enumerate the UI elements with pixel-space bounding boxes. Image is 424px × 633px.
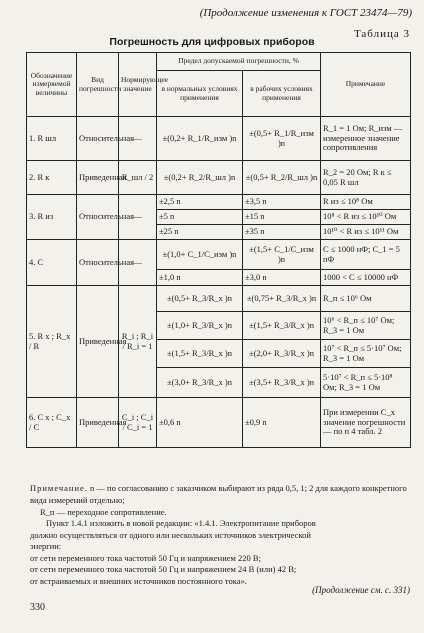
designation-cell: 2. R к <box>27 161 77 195</box>
note-lead: Примечание. <box>30 483 88 493</box>
table-label: Таблица 3 <box>353 28 410 40</box>
working-cell: ±(1,5+ R_3/R_x )n <box>243 312 321 340</box>
error-table <box>26 52 411 448</box>
normal-cell: ±(1,5+ R_3/R_x )n <box>157 340 243 368</box>
working-cell: ±(3,5+ R_3/R_x )n <box>243 368 321 398</box>
designation-cell: 5. R x ; R_x / R <box>27 286 77 398</box>
note-cell: 10⁶ < R_п ≤ 10⁷ Ом; R_3 = 1 Ом <box>321 312 411 340</box>
designation-cell: 4. C <box>27 240 77 286</box>
col-working: в рабочих условиях применения <box>243 71 321 117</box>
col-limit-group: Предел допускаемой погрешности, % <box>157 53 321 71</box>
normal-cell: ±25 n <box>157 225 243 240</box>
normal-cell: ±(1,0+ R_3/R_x )n <box>157 312 243 340</box>
note-text-2: R_п — переходное сопротивление. <box>40 507 167 517</box>
para-line: должно осуществляться от одного или нескольких источников электрической <box>30 529 311 540</box>
normal-cell: ±(0,5+ R_3/R_x )n <box>157 286 243 312</box>
col-note: Примечание <box>321 53 411 117</box>
continuation-header: (Продолжение изменения к ГОСТ 23474—79) <box>199 7 412 19</box>
table-title: Погрешность для цифровых приборов <box>109 36 315 48</box>
normal-cell: ±0,6 n <box>157 398 243 448</box>
designation-cell: 1. R шл <box>27 117 77 161</box>
type-cell: Относительная <box>77 240 119 286</box>
working-cell: ±3,0 n <box>243 270 321 286</box>
note-cell: При измерении C_x значение погрешности — по п 4 табл. 2 <box>321 398 411 448</box>
para-line: Пункт 1.4.1 изложить в новой редакции: «1.4.1. Электропитание приборов <box>46 518 316 528</box>
norm-cell: — <box>119 117 157 161</box>
para-line: от сети переменного тока частотой 50 Гц и напряжением 220 В; <box>30 552 261 563</box>
working-cell: ±15 n <box>243 210 321 225</box>
note-cell: 10⁷ < R_п ≤ 5·10⁷ Ом; R_3 = 1 Ом <box>321 340 411 368</box>
normal-cell: ±5 n <box>157 210 243 225</box>
norm-cell: R_i ; R_i / R_i = 1 <box>119 286 157 398</box>
designation-cell: 6. C x ; C_x / C <box>27 398 77 448</box>
amendment-paragraph <box>30 518 415 587</box>
continued-note: (Продолжение см. с. 331) <box>312 585 410 595</box>
para-line: от встраиваемых и внешних источников постоянного тока». <box>30 575 247 586</box>
type-cell: Относительная <box>77 195 119 240</box>
table-row <box>27 398 411 448</box>
note-cell: C ≤ 1000 нФ; C_1 = 5 пФ <box>321 240 411 270</box>
para-line: от сети переменного тока частотой 50 Гц и напряжением 24 В (или) 42 В; <box>30 564 297 574</box>
normal-cell: ±(0,2+ R_2/R_шл )n <box>157 161 243 195</box>
working-cell: ±(0,5+ R_2/R_шл )n <box>243 161 321 195</box>
note-cell: 1000 < C ≤ 10000 нФ <box>321 270 411 286</box>
col-error-type: Вид погрешности <box>77 53 119 117</box>
working-cell: ±35 n <box>243 225 321 240</box>
norm-cell: R_шл / 2 <box>119 161 157 195</box>
working-cell: ±(1,5+ C_1/C_изм )n <box>243 240 321 270</box>
note-cell: R_1 = 1 Ом; R_изм — измеренное значение сопротивления <box>321 117 411 161</box>
note-text-1: n — по согласованию с заказчиком выбирают из ряда 0,5, 1; 2 для каждого конкретного вида измерений отдельно; <box>30 483 407 505</box>
designation-cell: 3. R из <box>27 195 77 240</box>
table-row <box>27 286 411 312</box>
table-row <box>27 240 411 270</box>
col-designation: Обозначение измеряемой величины <box>27 53 77 117</box>
working-cell: ±(0,5+ R_1/R_изм )n <box>243 117 321 161</box>
normal-cell: ±(1,0+ C_1/C_изм )n <box>157 240 243 270</box>
norm-cell: — <box>119 240 157 286</box>
norm-cell: C_i ; C_i / C_i = 1 <box>119 398 157 448</box>
normal-cell: ±2,5 n <box>157 195 243 210</box>
working-cell: ±0,9 n <box>243 398 321 448</box>
type-cell: Относительная <box>77 117 119 161</box>
norm-cell: — <box>119 195 157 240</box>
table-row <box>27 117 411 161</box>
normal-cell: ±1,0 n <box>157 270 243 286</box>
type-cell: Приведенная <box>77 161 119 195</box>
normal-cell: ±(0,2+ R_1/R_изм )n <box>157 117 243 161</box>
type-cell: Приведенная <box>77 398 119 448</box>
table-row <box>27 161 411 195</box>
note-cell: R_2 = 20 Ом; R к ≤ 0,05 R шл <box>321 161 411 195</box>
note-cell: R_п ≤ 10⁶ Ом <box>321 286 411 312</box>
col-normalizing: Нормирующее значение <box>119 53 157 117</box>
table-note <box>30 482 410 518</box>
note-cell: R из ≤ 10⁸ Ом <box>321 195 411 210</box>
working-cell: ±(2,0+ R_3/R_x )n <box>243 340 321 368</box>
working-cell: ±(0,75+ R_3/R_x )n <box>243 286 321 312</box>
type-cell: Приведенная <box>77 286 119 398</box>
col-normal: в нормальных условиях применения <box>157 71 243 117</box>
table-row <box>27 195 411 210</box>
page-number: 330 <box>30 602 45 613</box>
para-line: энергии: <box>30 541 62 551</box>
working-cell: ±3,5 n <box>243 195 321 210</box>
normal-cell: ±(3,0+ R_3/R_x )n <box>157 368 243 398</box>
note-cell: 10¹⁰ < R из ≤ 10¹¹ Ом <box>321 225 411 240</box>
note-cell: 10⁸ < R из ≤ 10¹⁰ Ом <box>321 210 411 225</box>
note-cell: 5·10⁷ < R_п ≤ 5·10⁸ Ом; R_3 = 1 Ом <box>321 368 411 398</box>
